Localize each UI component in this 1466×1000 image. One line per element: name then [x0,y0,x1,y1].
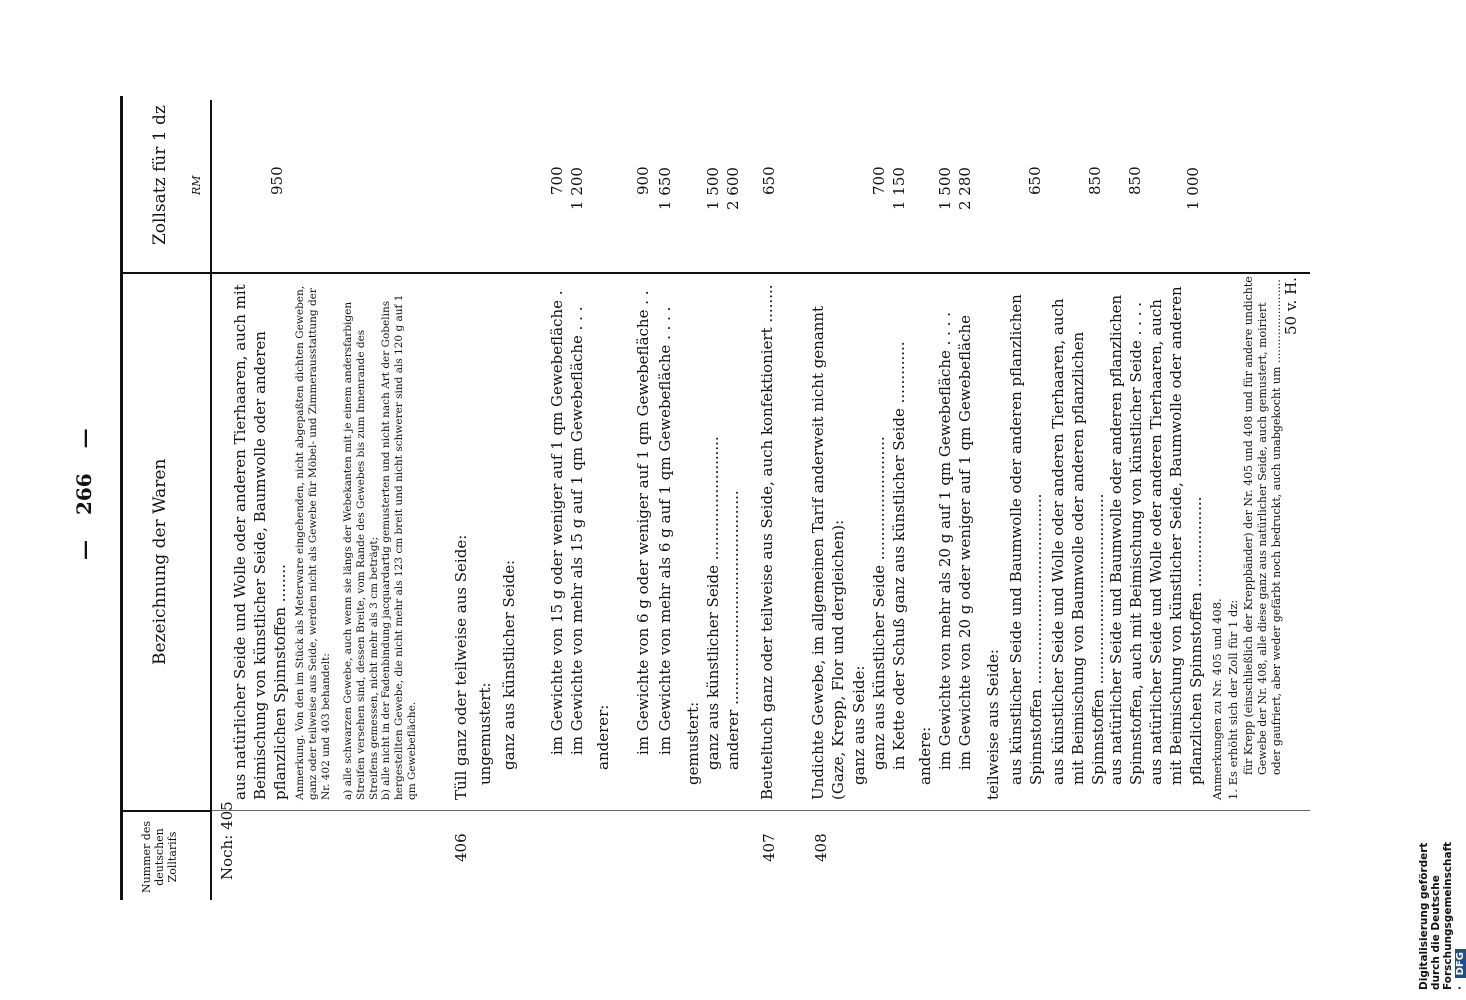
note-1: 1. Es erhöht sich der Zoll für 1 dz: [1226,599,1240,800]
row-408-kette-schuss: in Kette oder Schuß ganz aus künstlicher Seide ............. [890,341,908,770]
rate-408-f: 850 [1086,166,1104,195]
row-406-6g-weniger: im Gewichte von 6 g oder weniger auf 1 qm Gewebefläche . . [634,290,652,755]
column-header-description: Bezeichnung der Waren [150,458,170,665]
rate-406-a: 700 [548,166,566,195]
row-405-note-b: b) alle nicht in der Fadenbindung jacquardartig gemusterten und nicht nach Art der Gobelins hergestellten Gewebe, die nicht mehr als 123 cm breit und nicht schwerer sind als 120 g auf 1 qm Gewebefläche. [380,294,419,800]
row-406-gemustert-kuenstlich: ganz aus künstlicher Seide .......................... [704,436,722,770]
rate-408-g: 850 [1126,166,1144,195]
row-408-andere: andere: [916,726,934,785]
notes-heading: Anmerkungen zu Nr. 405 und 408. [1210,598,1224,800]
dash-right: — [72,428,96,449]
row-406-ganz-kuenstlich: ganz aus künstlicher Seide: [500,559,518,770]
row-408-20g-mehr: im Gewichte von mehr als 20 g auf 1 qm Gewebefläche . . . . [936,312,954,770]
rate-408-b: 1 150 [890,167,908,210]
rate-406-f: 2 600 [724,167,742,210]
rate-406-c: 900 [634,166,652,195]
row-406-6g-mehr: im Gewichte von mehr als 6 g auf 1 qm Gewebefläche . . . . [656,306,674,755]
column-divider-1 [122,810,212,812]
header-rule [210,100,212,900]
row-405-text: aus natürlicher Seide und Wolle oder anderen Tierhaaren, auch mit Beimischung von künstlicher Seide, Baumwolle oder anderen pflanzlichen Spinnstoffen ........ [231,284,289,800]
tariff-number-405: Noch: 405 [218,801,236,880]
row-407-text: Beuteltuch ganz oder teilweise aus Seide, auch konfektioniert ........ [758,284,776,800]
row-408-kuenstlich: ganz aus künstlicher Seide .......................... [870,436,888,770]
row-408-natur-wolle: aus natürlicher Seide und Wolle oder anderen Tierhaaren, auch mit Beimischung von künstlicher Seide, Baumwolle oder anderen pflanzlichen Spinnstoffen ................... [1147,286,1205,785]
row-408-20g-weniger: im Gewichte von 20 g oder weniger auf 1 qm Gewebefläche [956,315,974,770]
rate-405: 950 [268,166,286,195]
note-1-text: für Krepp (einschließlich der Kreppbänder) der Nr. 405 und 408 und für andere undichte Gewebe der Nr. 408, alle diese ganz aus natürlicher Seide, auch gemustert, moiriert oder gaufriert, aber weder gefärbt noch bedruckt, auch unabgekocht um ........................ [1242,276,1283,775]
rate-407: 650 [760,166,778,195]
row-406-gemustert-anderer: anderer ............................................. [724,490,742,770]
row-408-title: Undichte Gewebe, im allgemeinen Tarif anderweit nicht genannt (Gaze, Krepp, Flor und dergleichen): [809,305,847,800]
row-408-natur-baumwolle: aus natürlicher Seide und Baumwolle oder anderen pflanzlichen Spinnstoffen, auch mit Beimischung von künstlicher Seide . . . . [1107,294,1145,785]
rate-408-c: 1 500 [936,167,954,210]
dash-left: — [72,540,96,560]
row-406-15g-weniger: im Gewichte von 15 g oder weniger auf 1 qm Gewebefläche . [548,290,566,755]
credit-text: Digitalisierung gefördert durch die Deutsche Forschungsgemeinschaft · [1418,841,1466,990]
row-405-note-a: a) alle schwarzen Gewebe, auch wenn sie längs der Webekanten mit je einem andersfarbigen Streifen versehen sind, dessen Breite, vom Rande des Gewebes bis zum Innenrande des Streifens gemessen, nicht mehr als 3 cm beträgt; [342,301,381,800]
rate-406-d: 1 650 [656,167,674,210]
sheet-mark: 50 v. H. [1282,277,1300,335]
page-number-block [72,428,96,560]
dfg-logo: DFG [1455,949,1466,978]
tariff-number-406: 406 [452,833,470,862]
row-406-ungemustert: ungemustert: [476,682,494,785]
row-408-kuenst-baumwolle: aus künstlicher Seide und Baumwolle oder anderen pflanzlichen Spinnstoffen ........................................ [1007,294,1045,785]
column-header-rate-unit: RM [190,175,203,195]
row-406-15g-mehr: im Gewichte von mehr als 15 g auf 1 qm Gewebefläche . . . [568,306,586,755]
row-408-ganz-seide: ganz aus Seide: [850,665,868,785]
column-divider-1-body [212,810,1310,811]
rate-408-h: 1 000 [1184,167,1202,210]
rate-408-a: 700 [870,166,888,195]
row-408-teilweise: teilweise aus Seide: [984,649,1002,800]
tariff-number-407: 407 [760,833,778,862]
page-number: 266 [72,473,96,516]
row-405-note: Anmerkung. Von den im Stück als Meterware eingehenden, nicht abgepaßten dichten Geweben, ganz oder teilweise aus Seide, werden nicht als Gewebe für Möbel- und Zimmerausstattung der Nr. 402 und 403 behandelt: [294,285,333,800]
column-header-number: Nummer des deutschen Zolltarifs [140,820,180,894]
tariff-number-408: 408 [812,833,830,862]
column-divider-2 [122,272,1310,274]
row-408-kuenst-wolle: aus künstlicher Seide und Wolle oder anderen Tierhaaren, auch mit Beimischung von Baumwolle oder anderen pflanzlichen Spinnstoffen ........................................ [1049,298,1107,785]
row-406-anderer: anderer: [594,704,612,770]
rate-406-b: 1 200 [568,167,586,210]
digitization-credit [1418,842,1466,990]
column-header-rate: Zollsatz für 1 dz [150,105,170,245]
rate-408-e: 650 [1026,166,1044,195]
rate-406-e: 1 500 [704,167,722,210]
rate-408-d: 2 280 [956,167,974,210]
row-406-gemustert: gemustert: [684,701,702,785]
row-406-title: Tüll ganz oder teilweise aus Seide: [452,534,470,800]
table-top-rule [120,96,123,900]
